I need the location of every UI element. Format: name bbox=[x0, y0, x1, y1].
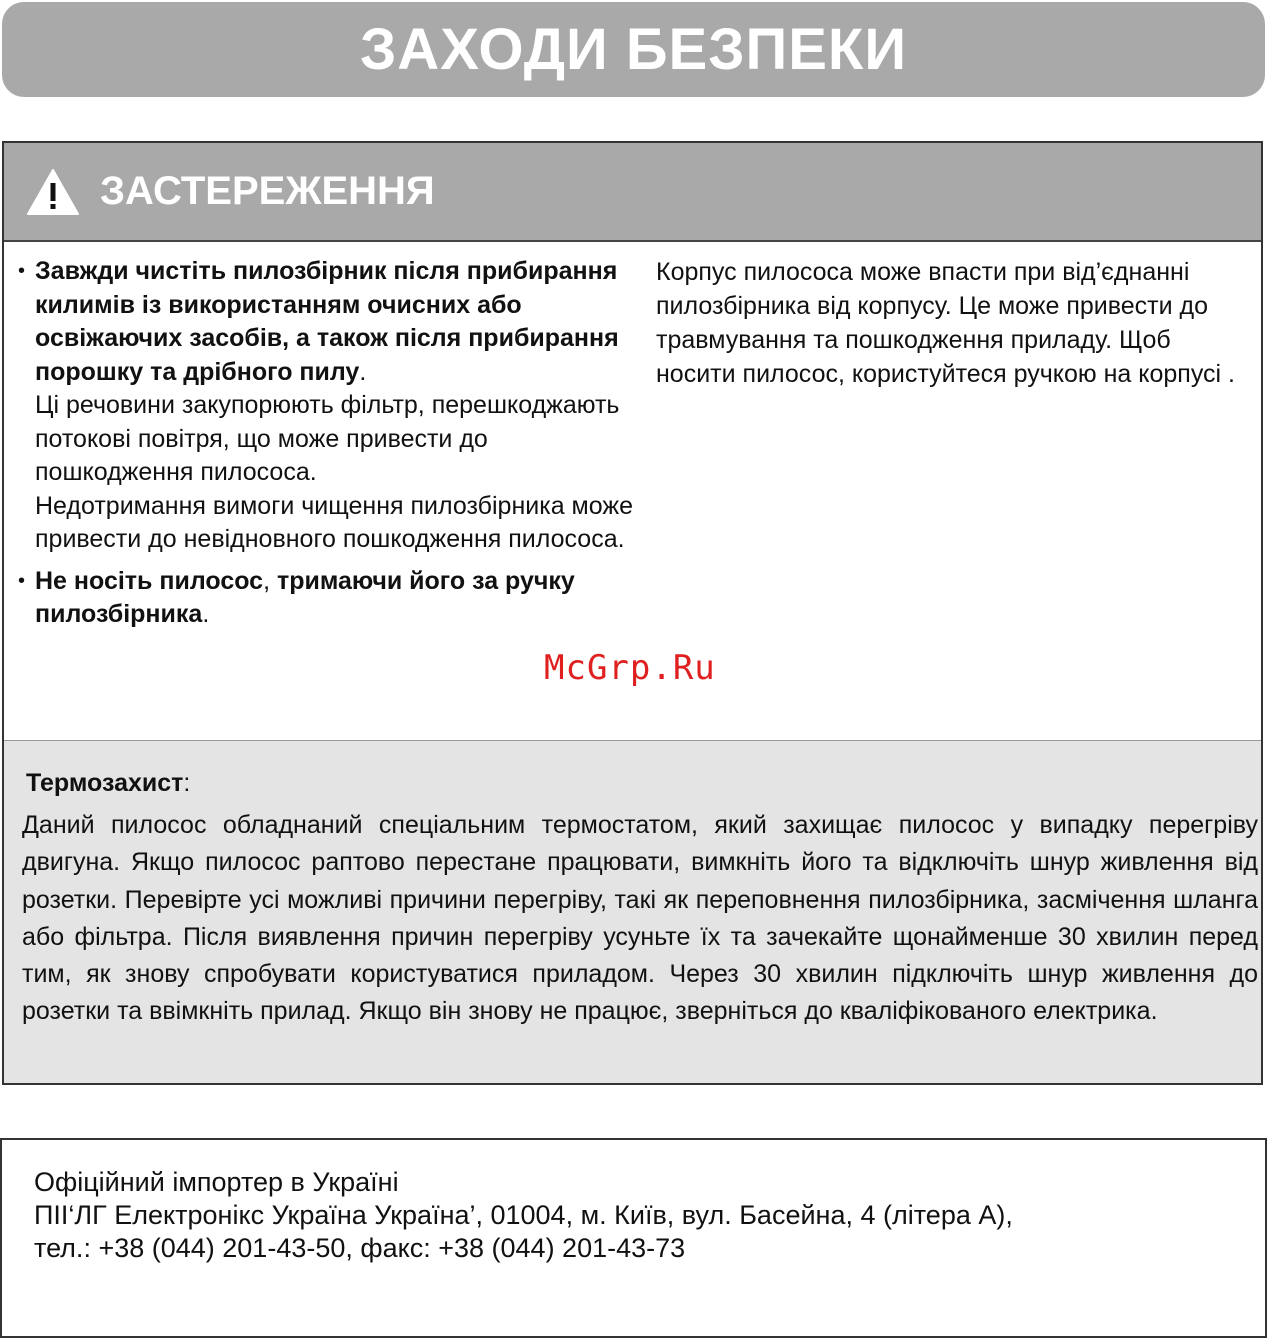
bullet-1-paragraph-1: Ці речовини закупорюють фільтр, перешкоджають потокові повітря, що може привести до пошкодження пилососа. bbox=[35, 391, 620, 486]
caution-right-text: Корпус пилососа може впасти при від’єднанні пилозбірника від корпусу. Це може привести до травмування та пошкодження приладу. Щоб носити пилосос, користуйтеся ручкою на корпусі . bbox=[656, 258, 1235, 388]
caution-header bbox=[4, 143, 1261, 242]
bullet-1-paragraph-2: Недотримання вимоги чищення пилозбірника може привести до невідновного пошкодження пилососа. bbox=[35, 491, 633, 553]
caution-box bbox=[2, 141, 1263, 1085]
thermal-protection-section bbox=[4, 740, 1261, 1083]
thermal-protection-body: Даний пилосос обладнаний спеціальним термостатом, який захищає пилосос у випадку перегріву двигуна. Якщо пилосос раптово перестане працювати, вимкніть його та відключіть шнур живлення від розетки. Перевірте усі можливі причини перегріву, такі як переповнення пилозбірника, засмічення шланга або фільтра. Після виявлення причин перегріву усуньте їх та зачекайте щонайменше 30 хвилин перед тим, як знову спробувати користуватися приладом. Через 30 хвилин підключіть шнур живлення до розетки та ввімкніть прилад. Якщо він знову не працює, зверніться до кваліфікованого електрика. bbox=[22, 811, 1258, 1026]
importer-phone-fax: тел.: +38 (044) 201-43-50, факс: +38 (044) 201-43-73 bbox=[34, 1233, 686, 1263]
importer-info-box bbox=[0, 1138, 1267, 1338]
bullet-2-bold-a: Не носіть пилосос bbox=[35, 566, 264, 595]
page-title-bar bbox=[2, 2, 1265, 97]
bullet-2-bold-b: тримаючи його за ручку пилозбірника bbox=[35, 566, 575, 628]
importer-address: ПІІ‘ЛГ Електронікс Україна Україна’, 01004, м. Київ, вул. Басейна, 4 (літера А), bbox=[34, 1200, 1013, 1230]
bullet-1-bold: Завжди чистіть пилозбірник після прибирання килимів із використанням очисних або освіжаючих засобів, а також після прибирання порошку та дрібного пилу bbox=[35, 257, 619, 386]
caution-bullet-1: • Завжди чистіть пилозбірник після прибирання килимів із використанням очисних або освіжаючих засобів, а також після прибирання порошку та дрібного пилу. Ці речовини закупорюють фільтр, перешкоджають потокові повітря, що може привести до пошкодження пилососа. Недотримання вимоги чищення пилозбірника може привести до невідновного пошкодження пилососа. bbox=[18, 255, 638, 557]
thermal-protection-title: Термозахист: bbox=[26, 769, 191, 797]
caution-left-column bbox=[18, 255, 638, 632]
page-title: ЗАХОДИ БЕЗПЕКИ bbox=[359, 17, 908, 82]
bullet-dot: • bbox=[18, 569, 26, 592]
caution-heading: ЗАСТЕРЕЖЕННЯ bbox=[100, 169, 435, 213]
warning-triangle-icon bbox=[26, 168, 80, 216]
caution-bullet-2: • Не носіть пилосос, тримаючи його за ручку пилозбірника. bbox=[18, 565, 638, 632]
watermark: McGrp.Ru bbox=[544, 648, 716, 688]
bullet-dot: • bbox=[18, 260, 26, 282]
importer-line-1: Офіційний імпортер в Україні bbox=[34, 1167, 399, 1197]
